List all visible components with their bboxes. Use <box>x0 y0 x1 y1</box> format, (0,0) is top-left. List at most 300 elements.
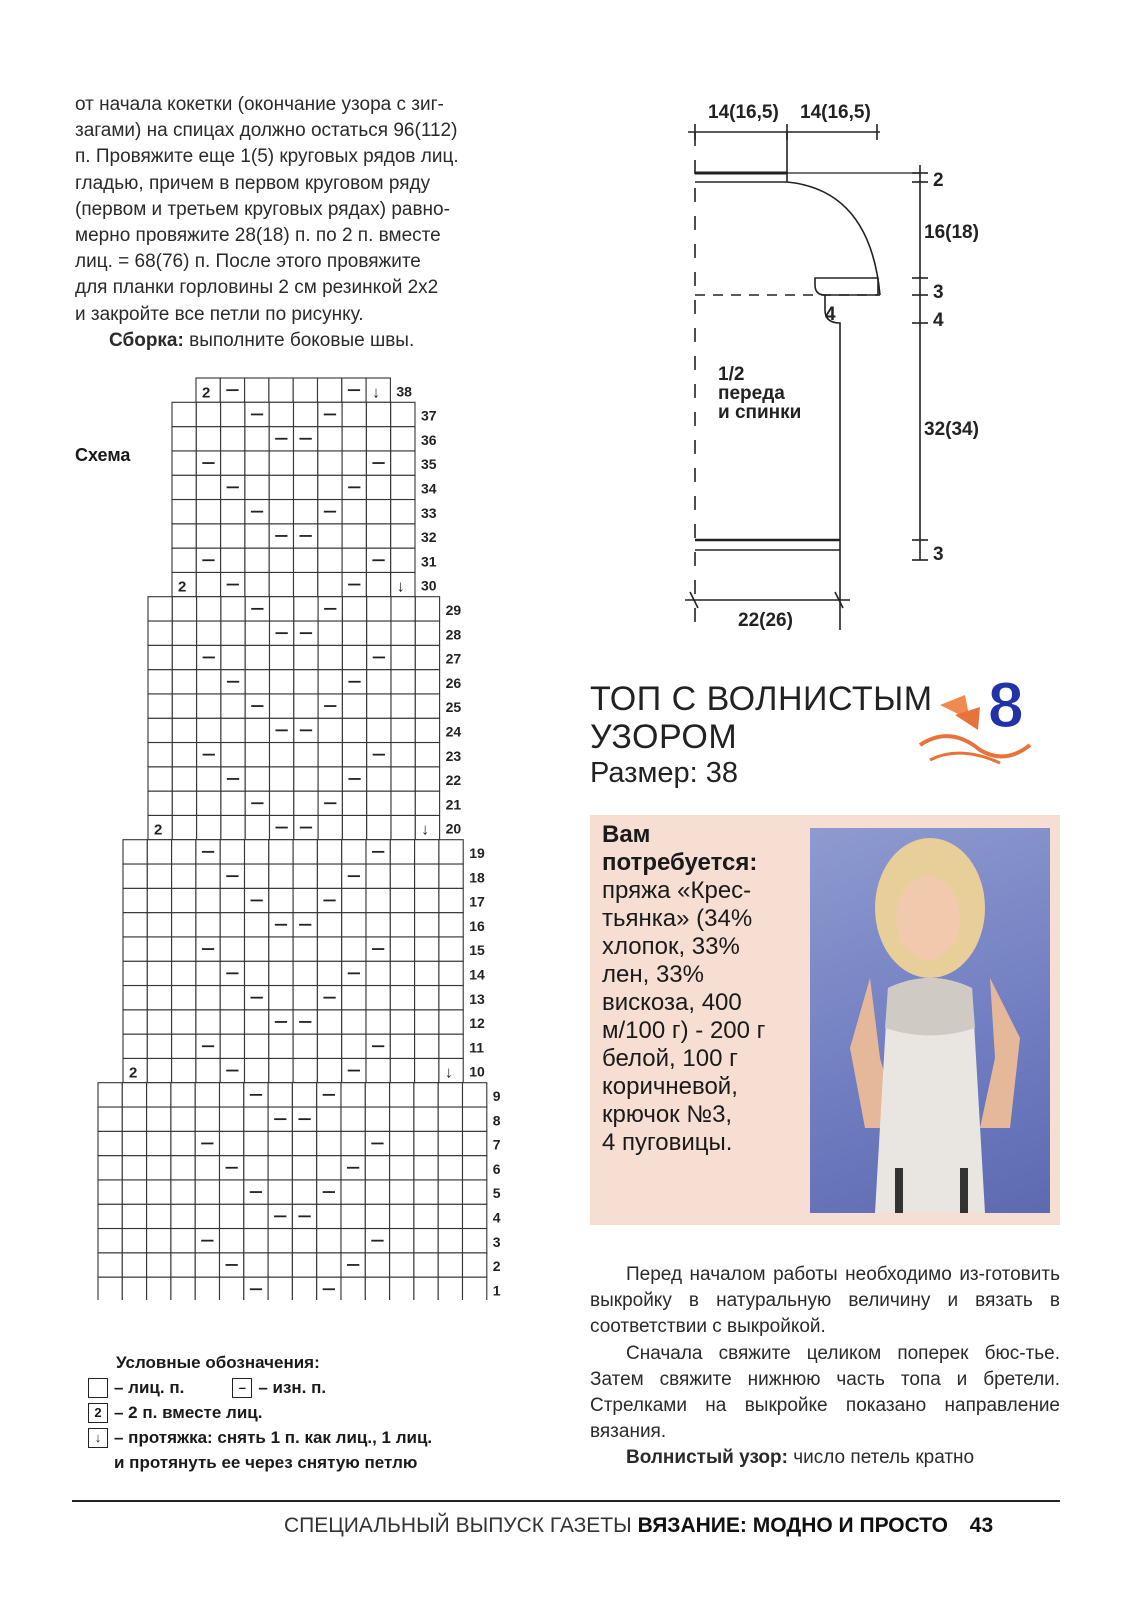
chart-cell <box>220 888 244 912</box>
chart-cell <box>148 621 172 645</box>
materials-line: коричневой, <box>602 1073 738 1100</box>
chart-cell <box>172 427 196 451</box>
chart-cell <box>220 1204 244 1228</box>
chart-cell <box>294 500 318 524</box>
chart-cell <box>172 548 196 572</box>
intro-paragraph <box>75 92 550 354</box>
chart-cell <box>268 1131 292 1155</box>
chart-cell <box>171 1253 195 1277</box>
chart-cell <box>268 1156 292 1180</box>
chart-cell <box>172 743 196 767</box>
chart-cell <box>270 767 294 791</box>
chart-cell <box>147 888 171 912</box>
chart-cell <box>172 1058 196 1082</box>
chart-cell <box>196 888 220 912</box>
chart-cell <box>341 1131 365 1155</box>
chart-cell <box>245 572 269 596</box>
chart-cell <box>317 1156 341 1180</box>
chart-cell <box>147 1253 171 1277</box>
body-paragraph-2: Сначала свяжите целиком поперек бюс-тье. Затем свяжите нижнюю часть топа и бретели. Стрелками на выкройке показано направление вязания. <box>590 1342 1060 1443</box>
chart-cell <box>390 1131 414 1155</box>
chart-cell <box>221 427 245 451</box>
chart-cell <box>390 1229 414 1253</box>
materials-line: крючок №3, <box>602 1101 733 1128</box>
chart-cell <box>197 718 221 742</box>
chart-cell <box>269 961 293 985</box>
chart-cell <box>438 1131 462 1155</box>
chart-cell <box>148 743 172 767</box>
chart-cell <box>171 1277 195 1300</box>
chart-cell <box>171 1131 195 1155</box>
face-shape <box>896 876 960 960</box>
chart-cell <box>195 1204 219 1228</box>
pull-icon: ↓ <box>396 578 405 596</box>
knit-symbol-icon <box>88 1378 108 1398</box>
chart-cell <box>123 913 147 937</box>
chart-cell <box>415 645 439 669</box>
materials-line: 4 пуговицы. <box>602 1129 733 1156</box>
row-number: 19 <box>469 845 485 861</box>
chart-cell <box>342 815 366 839</box>
chart-cell <box>221 694 245 718</box>
chart-cell <box>171 1204 195 1228</box>
chart-cell <box>270 791 294 815</box>
chart-cell <box>318 670 342 694</box>
chart-cell <box>391 500 415 524</box>
pull-icon: ↓ <box>421 821 430 839</box>
chart-cell <box>244 1107 268 1131</box>
chart-cell <box>245 645 269 669</box>
chart-cell <box>244 1253 268 1277</box>
chart-cell <box>148 645 172 669</box>
chart-cell <box>342 621 366 645</box>
row-number: 5 <box>492 1185 501 1202</box>
dim-right-16: 16(18) <box>924 222 979 243</box>
row-number: 10 <box>469 1063 485 1080</box>
chart-cell <box>122 1131 146 1155</box>
chart-cell <box>172 937 196 961</box>
chart-cell <box>269 864 293 888</box>
chart-cell <box>172 597 196 621</box>
chart-cell <box>341 1107 365 1131</box>
chart-cell <box>414 1204 438 1228</box>
chart-cell <box>269 451 293 475</box>
chart-cell <box>463 1277 487 1300</box>
chart-cell <box>293 1058 317 1082</box>
chart-cell <box>365 1156 389 1180</box>
chart-cell <box>463 1253 487 1277</box>
chart-cell <box>196 1010 220 1034</box>
chart-cell <box>123 986 147 1010</box>
chart-cell <box>367 670 391 694</box>
pull-icon: ↓ <box>444 1064 453 1082</box>
chart-cell <box>196 986 220 1010</box>
row-number: 13 <box>469 990 485 1007</box>
chart-cell <box>98 1107 122 1131</box>
chart-cell <box>221 645 245 669</box>
chart-cell <box>171 1156 195 1180</box>
chart-cell <box>367 597 391 621</box>
chart-cell <box>148 694 172 718</box>
chart-cell <box>294 645 318 669</box>
chart-cell <box>366 402 390 426</box>
chart-cell <box>391 645 415 669</box>
chart-cell <box>366 864 390 888</box>
chart-cell <box>391 524 415 548</box>
chart-cell <box>463 1156 487 1180</box>
chart-cell <box>292 1180 316 1204</box>
chart-cell <box>293 864 317 888</box>
chart-cell <box>438 1083 462 1107</box>
chart-cell <box>220 840 244 864</box>
chart-cell <box>147 1107 171 1131</box>
materials-heading-1: Вам <box>602 821 651 848</box>
chart-cell <box>172 451 196 475</box>
chart-cell <box>196 864 220 888</box>
chart-cell <box>391 451 415 475</box>
chart-cell <box>341 1180 365 1204</box>
row-number: 17 <box>469 893 485 910</box>
chart-cell <box>196 475 220 499</box>
chart-cell <box>147 1229 171 1253</box>
chart-cell <box>148 670 172 694</box>
chart-cell <box>415 961 439 985</box>
chart-cell <box>172 718 196 742</box>
chart-cell <box>391 815 415 839</box>
materials-line: м/100 г) - 200 г <box>602 1017 766 1044</box>
row-number: 11 <box>469 1039 485 1056</box>
chart-cell <box>244 1204 268 1228</box>
chart-cell <box>342 402 366 426</box>
chart-cell <box>463 1083 487 1107</box>
dim-right-3b: 3 <box>933 544 944 565</box>
chart-cell <box>292 1131 316 1155</box>
chart-cell <box>317 1107 341 1131</box>
chart-cell <box>171 1107 195 1131</box>
chart-cell <box>294 670 318 694</box>
chart-cell <box>439 961 463 985</box>
chart-cell <box>269 1058 293 1082</box>
chart-cell <box>342 548 366 572</box>
chart-cell <box>414 1253 438 1277</box>
row-number: 28 <box>445 626 462 643</box>
chart-cell <box>122 1253 146 1277</box>
chart-cell <box>220 1180 244 1204</box>
chart-cell <box>197 767 221 791</box>
chart-cell <box>317 961 341 985</box>
row-number: 16 <box>469 917 485 934</box>
chart-cell <box>294 451 318 475</box>
chart-cell <box>438 1277 462 1300</box>
legend-row-pull <box>88 1425 548 1450</box>
chart-cell <box>122 1277 146 1300</box>
chart-cell <box>342 645 366 669</box>
chart-cell <box>123 1010 147 1034</box>
chart-cell <box>366 913 390 937</box>
chart-cell <box>147 986 171 1010</box>
pull-icon: ↓ <box>372 384 381 402</box>
k2tog-symbol-icon: 2 <box>88 1403 108 1423</box>
chart-cell <box>172 864 196 888</box>
legend <box>88 1350 548 1475</box>
row-number: 14 <box>469 966 485 983</box>
chart-cell <box>439 1010 463 1034</box>
row-number: 20 <box>445 820 462 837</box>
chart-cell <box>342 694 366 718</box>
materials-heading-2: потребуется: <box>602 849 758 876</box>
chart-cell <box>269 1034 293 1058</box>
knitting-chart <box>0 370 560 1300</box>
intro-line: загами) на спицах должно остаться 96(112) <box>75 120 458 142</box>
chart-cell <box>245 718 269 742</box>
intro-line: гладью, причем в первом круговом ряду <box>75 172 431 194</box>
chart-cell <box>341 1277 365 1300</box>
chart-cell <box>245 743 269 767</box>
intro-line: лиц. = 68(76) п. После этого провяжите <box>75 251 421 273</box>
chart-cell <box>98 1277 122 1300</box>
body-text <box>590 1262 1060 1472</box>
chart-cell <box>415 1010 439 1034</box>
chart-cell <box>147 1083 171 1107</box>
assembly-label: Сборка: <box>109 329 184 351</box>
chart-cell <box>172 500 196 524</box>
materials-line: вискоза, 400 <box>602 989 742 1016</box>
chart-cell <box>317 913 341 937</box>
chart-cell <box>172 670 196 694</box>
chart-cell <box>197 621 221 645</box>
chart-cell <box>366 572 390 596</box>
chart-cell <box>147 961 171 985</box>
assembly-text: выполните боковые швы. <box>183 329 415 351</box>
chart-cell <box>220 937 244 961</box>
chart-cell <box>318 621 342 645</box>
chart-cell <box>292 1229 316 1253</box>
row-number: 26 <box>445 674 462 691</box>
chart-cell <box>415 937 439 961</box>
chart-cell <box>415 743 439 767</box>
chart-cell <box>195 1107 219 1131</box>
chart-cell <box>269 840 293 864</box>
chart-cell <box>367 718 391 742</box>
chart-cell <box>366 961 390 985</box>
chart-cell <box>341 1204 365 1228</box>
chart-cell <box>294 475 318 499</box>
chart-cell <box>318 815 342 839</box>
chart-cell <box>122 1180 146 1204</box>
chart-cell <box>390 1204 414 1228</box>
chart-cell <box>196 500 220 524</box>
chart-cell <box>269 378 293 402</box>
chart-cell <box>342 840 366 864</box>
chart-cell <box>220 913 244 937</box>
chart-cell <box>391 621 415 645</box>
row-number: 33 <box>421 504 437 521</box>
row-number: 18 <box>469 869 485 886</box>
chart-cell <box>294 402 318 426</box>
footer <box>284 1514 993 1538</box>
chart-cell <box>172 888 196 912</box>
row-number: 1 <box>492 1282 501 1299</box>
chart-cell <box>268 1253 292 1277</box>
title-line-1: ТОП С ВОЛНИСТЫМ <box>590 680 933 718</box>
chart-cell <box>342 427 366 451</box>
chart-cell <box>342 1034 366 1058</box>
row-number: 3 <box>492 1233 501 1250</box>
chart-cell <box>122 1229 146 1253</box>
chart-cell <box>438 1253 462 1277</box>
chart-cell <box>439 864 463 888</box>
chart-cell <box>367 791 391 815</box>
chart-cell <box>294 572 318 596</box>
chart-cell <box>221 548 245 572</box>
chart-cell <box>270 670 294 694</box>
chart-cell <box>390 986 414 1010</box>
chart-cell <box>391 718 415 742</box>
dim-bottom: 22(26) <box>738 610 793 631</box>
chart-cell <box>415 1034 439 1058</box>
chart-cell <box>391 791 415 815</box>
chart-cell <box>439 986 463 1010</box>
chart-cell <box>317 1010 341 1034</box>
chart-cell <box>245 840 269 864</box>
dim-top-right: 14(16,5) <box>800 102 871 123</box>
chart-cell <box>269 500 293 524</box>
chart-cell <box>172 402 196 426</box>
chart-cell <box>269 888 293 912</box>
chart-cell <box>365 1180 389 1204</box>
chart-cell <box>244 1229 268 1253</box>
size-label: Размер: 38 <box>590 757 739 789</box>
chart-cell <box>195 1156 219 1180</box>
chart-cell <box>391 402 415 426</box>
chart-cell <box>414 1131 438 1155</box>
dim-right-32: 32(34) <box>924 419 979 440</box>
row-number: 22 <box>445 772 462 789</box>
footer-bold: ВЯЗАНИЕ: МОДНО И ПРОСТО <box>637 1514 948 1537</box>
chart-cell <box>390 1107 414 1131</box>
chart-cell <box>390 961 414 985</box>
chart-cell <box>463 1107 487 1131</box>
row-number: 2 <box>492 1258 501 1275</box>
chart-cell <box>318 718 342 742</box>
chart-cell <box>414 1180 438 1204</box>
chart-cell <box>365 1107 389 1131</box>
chart-cell <box>318 451 342 475</box>
chart-cell <box>172 694 196 718</box>
materials-line: тьянка» (34% <box>602 905 753 932</box>
chart-cell <box>439 840 463 864</box>
chart-cell <box>221 402 245 426</box>
chart-cell <box>122 1083 146 1107</box>
chart-cell <box>318 475 342 499</box>
chart-cell <box>220 1010 244 1034</box>
chart-cell <box>318 743 342 767</box>
chart-cell <box>147 1034 171 1058</box>
chart-cell <box>245 815 269 839</box>
chart-cell <box>317 1058 341 1082</box>
chart-cell <box>197 815 221 839</box>
chart-cell <box>172 524 196 548</box>
chart-cell <box>390 1156 414 1180</box>
row-number: 4 <box>492 1209 501 1226</box>
pattern-diagram <box>680 90 1010 650</box>
chart-cell <box>98 1131 122 1155</box>
chart-cell <box>197 670 221 694</box>
chart-cell <box>342 791 366 815</box>
chart-cell <box>148 767 172 791</box>
row-number: 21 <box>445 796 462 813</box>
chart-cell <box>221 524 245 548</box>
chart-cell <box>318 427 342 451</box>
chart-cell <box>245 548 269 572</box>
chart-cell <box>414 1107 438 1131</box>
chart-cell <box>438 1156 462 1180</box>
legend-row-knit-purl <box>88 1375 548 1400</box>
chart-cell <box>172 840 196 864</box>
chart-cell <box>390 937 414 961</box>
chart-cell <box>221 815 245 839</box>
chart-cell <box>268 1083 292 1107</box>
chart-cell <box>294 743 318 767</box>
dim-right-2: 2 <box>933 170 944 191</box>
chart-cell <box>270 694 294 718</box>
chart-cell <box>197 597 221 621</box>
chart-cell <box>270 597 294 621</box>
chart-cell <box>415 694 439 718</box>
chart-cell <box>415 621 439 645</box>
chart-cell <box>341 1229 365 1253</box>
chart-cell <box>293 937 317 961</box>
chart-cell <box>123 961 147 985</box>
chart-cell <box>342 597 366 621</box>
chart-cell <box>342 718 366 742</box>
chart-cell <box>341 1083 365 1107</box>
chart-cell <box>172 791 196 815</box>
chart-cell <box>270 645 294 669</box>
legend-pull-1: – протяжка: снять 1 п. как лиц., 1 лиц. <box>114 1428 433 1447</box>
chart-cell <box>342 1010 366 1034</box>
chart-cell <box>390 1034 414 1058</box>
chart-cell <box>98 1204 122 1228</box>
chart-cell <box>317 1034 341 1058</box>
chart-cell <box>438 1180 462 1204</box>
chart-cell <box>391 743 415 767</box>
chart-cell <box>390 840 414 864</box>
legend-pull-2: и протянуть ее через снятую петлю <box>114 1453 418 1472</box>
chart-cell <box>391 694 415 718</box>
chart-cell <box>342 986 366 1010</box>
k2tog-icon: 2 <box>154 821 163 839</box>
chart-cell <box>245 427 269 451</box>
row-number: 29 <box>445 602 462 618</box>
chart-cell <box>293 961 317 985</box>
chart-cell <box>414 1277 438 1300</box>
chart-cell <box>269 986 293 1010</box>
footer-rule <box>72 1500 1060 1502</box>
wave-pattern-label: Волнистый узор: <box>626 1447 788 1469</box>
chart-cell <box>195 1277 219 1300</box>
chart-cell <box>98 1229 122 1253</box>
chart-cell <box>463 1229 487 1253</box>
row-number: 36 <box>421 431 437 448</box>
row-number: 9 <box>492 1088 501 1104</box>
chart-cell <box>220 1131 244 1155</box>
chart-cell <box>245 1058 269 1082</box>
chart-cell <box>390 1180 414 1204</box>
chart-cell <box>366 524 390 548</box>
chart-cell <box>221 597 245 621</box>
chart-cell <box>415 864 439 888</box>
